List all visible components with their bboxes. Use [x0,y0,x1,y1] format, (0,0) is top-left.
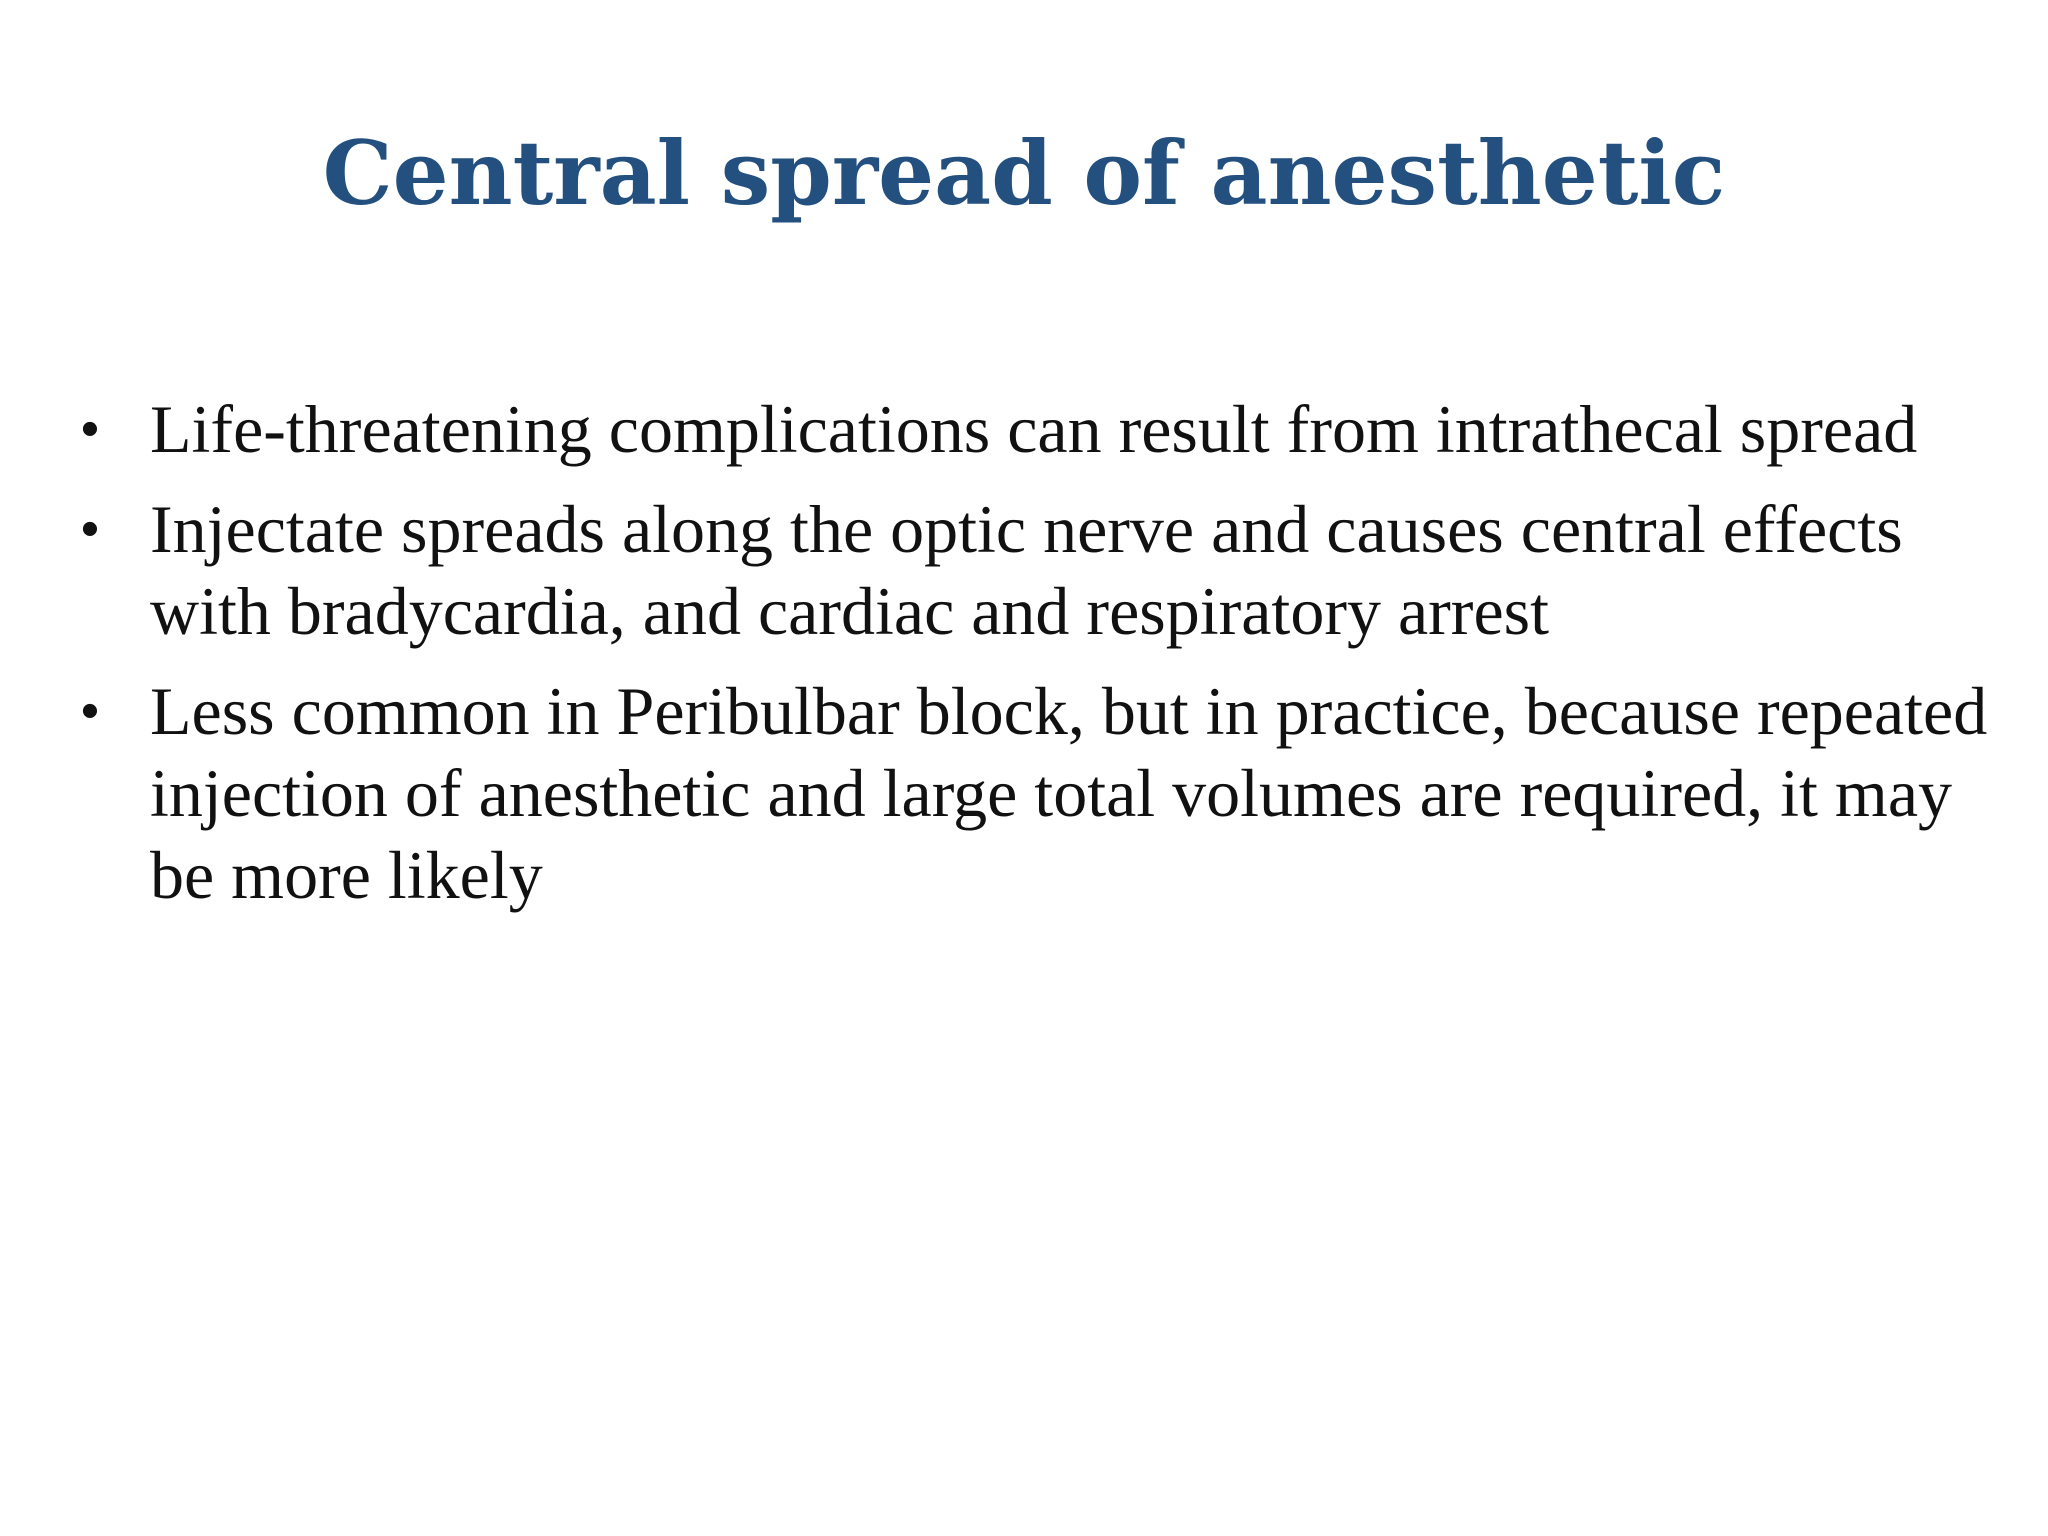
bullet-item [70,670,1990,916]
bullet-text: Life-threatening complications can result from intrathecal spread [150,391,1918,467]
bullet-text: Injectate spreads along the optic nerve and causes central effects with bradycardia, and cardiac and respiratory arrest [150,491,1903,649]
slide-title: Central spread of anesthetic [322,121,1726,225]
bullet-item [70,388,1990,470]
bullet-text: Less common in Peribulbar block, but in practice, because repeated injection of anesthetic and large total volumes are required, it may be more likely [150,673,1988,913]
bullet-item [70,488,1990,652]
bullet-icon: • [80,400,100,458]
bullet-icon: • [80,500,100,558]
bullet-list [70,388,1990,934]
bullet-icon: • [80,682,100,740]
